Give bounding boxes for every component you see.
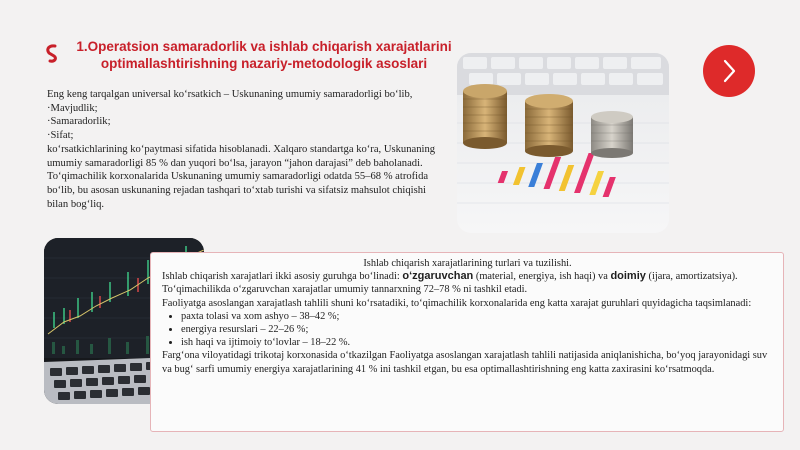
slide-title bbox=[64, 38, 464, 72]
intro-line: ·Sifat; bbox=[47, 130, 74, 142]
list-item: • energiya resurslari – 22–26 %; bbox=[181, 323, 773, 336]
title-line-2: optimallashtirishning nazariy-metodologik asoslari bbox=[100, 56, 428, 71]
card-paragraph bbox=[162, 270, 773, 283]
intro-line: ·Mavjudlik; bbox=[47, 102, 98, 114]
intro-line: ko‘rsatkichlarining ko‘paytmasi sifatida hisoblanadi. Xalqaro standartga ko‘ra, Uskunaning umumiy samaradorligi 85 % dan yuqori bo‘lsa, jarayon “jahon darajasi” deb baholanadi. To‘qimachilik korxonalarida Uskunaning umumiy samaradorligi odatda 55–68 % atrofida bo‘lib, bu asosan uskunaning rejadan tashqari to‘xtab turishi va sifatsiz mahsulot chiqishi bilan bog‘liq. bbox=[47, 143, 436, 210]
title-line-1: 1.Operatsion samaradorlik va ishlab chiqarish xarajatlarini bbox=[76, 39, 452, 54]
variable-costs-keyword: o‘zgaruvchan bbox=[402, 270, 474, 283]
card-paragraph: To‘qimachilikda o‘zgaruvchan xarajatlar umumiy tannarxning 72–78 % ni tashkil etadi. bbox=[162, 284, 528, 296]
coins-chart-photo bbox=[457, 53, 669, 233]
cost-structure-card bbox=[150, 252, 784, 432]
list-item: • ish haqi va ijtimoiy to‘lovlar – 18–22 %. bbox=[181, 336, 773, 349]
card-paragraph: Faoliyatga asoslangan xarajatlash tahlili shuni ko‘rsatadiki, to‘qimachilik korxonalarida eng katta xarajat guruhlari quyidagicha taqsimlanadi: bbox=[162, 297, 752, 309]
intro-text bbox=[47, 88, 447, 211]
card-paragraph: Farg‘ona viloyatidagi trikotaj korxonasida o‘tkazilgan Faoliyatga asoslangan xarajatlash tahlili natijasida aniqlanishicha, bo‘yoq jarayonidagi suv va bug‘ sarfi umumiy energiya xarajatlarining 41 % ini tashkil etgan, bu esa optimallashtirishning eng katta zaxirasini ko‘rsatmoqda. bbox=[162, 350, 768, 375]
logo-icon bbox=[44, 44, 60, 64]
text-span: (material, energiya, ish haqi) va bbox=[473, 271, 611, 283]
text-span: Ishlab chiqarish xarajatlari ikki asosiy guruhga bo‘linadi: bbox=[162, 271, 403, 283]
intro-line: Eng keng tarqalgan universal ko‘rsatkich – Uskunaning umumiy samaradorligi bo‘lib, bbox=[47, 89, 413, 100]
list-item: • paxta tolasi va xom ashyo – 38–42 %; bbox=[181, 310, 773, 323]
next-slide-button[interactable] bbox=[703, 45, 755, 97]
chevron-right-icon bbox=[719, 58, 739, 84]
cost-breakdown-list bbox=[162, 310, 773, 350]
fixed-costs-keyword: doimiy bbox=[610, 270, 646, 283]
intro-line: ·Samaradorlik; bbox=[47, 116, 111, 128]
card-title: Ishlab chiqarish xarajatlarining turlari va tuzilishi. bbox=[363, 258, 572, 269]
text-span: (ijara, amortizatsiya). bbox=[645, 271, 738, 283]
